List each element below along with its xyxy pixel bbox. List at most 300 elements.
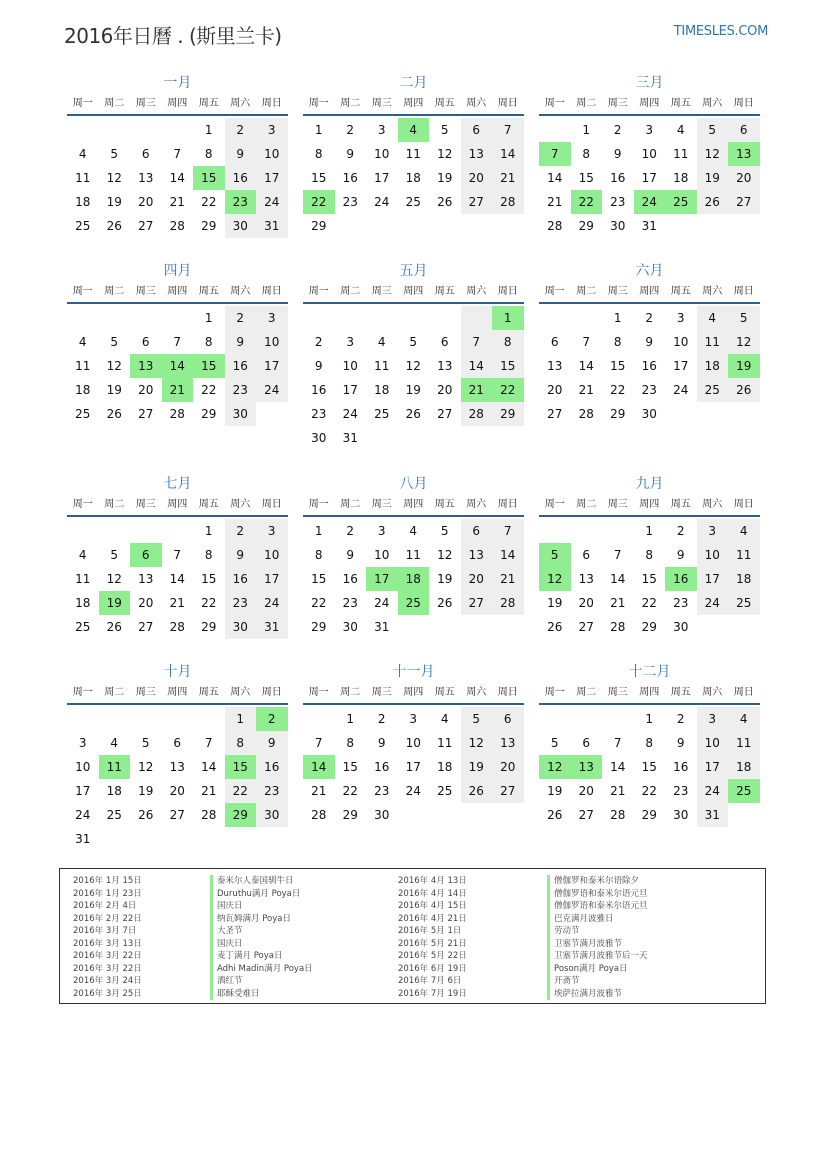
day-cell: 9 [377,736,386,750]
holiday-date: 2016年 5月 1日 [398,926,462,936]
day-cell: 11 [75,171,91,185]
empty-cell [99,306,131,330]
holiday-name: 耶稣受难日 [210,988,313,1001]
weekday-label: 周四 [403,499,424,510]
day-cell: 13 [461,142,493,166]
empty-cell [99,707,131,731]
day-cell: 3 [676,311,685,325]
day-cell: 9 [225,543,257,567]
holiday-name: Adhi Madin满月 Poya日 [210,963,313,976]
day-cell: 12 [106,359,122,373]
holiday-day-cell: 24 [634,190,666,214]
holiday-day-cell: 14 [162,354,194,378]
day-grid [539,306,760,426]
day-cell: 1 [225,707,257,731]
day-cell: 21 [492,567,524,591]
day-cell: 25 [75,407,91,421]
day-cell: 28 [492,591,524,615]
empty-cell [162,519,194,543]
empty-cell [602,707,634,731]
empty-cell [602,519,634,543]
weekday-header [303,683,524,705]
day-cell: 5 [697,118,729,142]
day-cell: 18 [75,596,91,610]
holiday-date: 2016年 4月 13日 [398,876,467,886]
day-cell: 26 [547,808,563,822]
day-cell: 15 [311,572,327,586]
weekday-label: 周三 [135,98,156,109]
day-cell: 3 [256,118,288,142]
day-cell: 20 [138,383,154,397]
day-cell: 28 [169,407,185,421]
day-cell: 8 [582,147,591,161]
weekday-label: 周一 [72,98,93,109]
day-cell: 4 [78,335,87,349]
weekday-label: 周日 [497,98,518,109]
day-cell: 14 [492,142,524,166]
day-cell: 29 [492,402,524,426]
day-cell: 28 [169,219,185,233]
day-cell: 15 [641,572,657,586]
holiday-day-cell: 15 [193,166,225,190]
weekday-label: 周四 [167,687,188,698]
holiday-day-cell: 15 [225,755,257,779]
weekday-label: 周二 [340,687,361,698]
holiday-day-cell: 22 [492,378,524,402]
day-cell: 31 [697,803,729,827]
empty-cell [162,306,194,330]
day-cell: 25 [106,808,122,822]
day-cell: 16 [610,171,626,185]
holiday-date: 2016年 3月 25日 [73,988,142,999]
day-cell: 27 [138,219,154,233]
day-cell: 29 [610,407,626,421]
month-5 [303,260,524,450]
day-cell: 22 [342,784,358,798]
day-cell: 13 [492,731,524,755]
month-name: 一月 [163,75,192,91]
day-cell: 24 [374,596,390,610]
day-cell: 24 [697,779,729,803]
weekday-label: 周三 [371,286,392,297]
day-grid [539,707,760,827]
day-cell: 24 [75,808,91,822]
day-cell: 23 [610,195,626,209]
day-cell: 25 [405,195,421,209]
weekday-label: 周六 [466,286,487,297]
day-cell: 8 [346,736,355,750]
brand-logo-text[interactable]: TIMESLES.COM [673,24,768,39]
day-cell: 20 [461,567,493,591]
holiday-name: 纳瓦姆满月 Poya日 [210,913,313,926]
day-cell: 5 [550,736,559,750]
holiday-day-cell: 23 [225,190,257,214]
holiday-day-cell: 19 [99,591,131,615]
day-cell: 21 [169,596,185,610]
weekday-label: 周六 [702,687,723,698]
day-cell: 2 [346,524,355,538]
day-cell: 14 [461,354,493,378]
day-cell: 12 [697,142,729,166]
day-cell: 19 [138,784,154,798]
day-cell: 11 [728,543,760,567]
month-1 [67,72,288,238]
day-cell: 16 [225,166,257,190]
holiday-name: 酒红节 [210,975,313,988]
empty-cell [303,306,335,330]
day-cell: 17 [256,567,288,591]
day-cell: 22 [225,779,257,803]
day-cell: 15 [342,760,358,774]
day-cell: 1 [204,311,213,325]
empty-cell [571,707,603,731]
empty-cell [539,707,571,731]
weekday-label: 周六 [466,687,487,698]
day-cell: 13 [461,543,493,567]
holiday-date: 2016年 3月 24日 [73,976,142,986]
holiday-day-cell: 25 [728,779,760,803]
holiday-day-cell: 5 [539,543,571,567]
day-cell: 19 [461,755,493,779]
day-cell: 10 [641,147,657,161]
weekday-label: 周六 [230,687,251,698]
empty-cell [130,306,162,330]
weekday-label: 周二 [340,286,361,297]
day-cell: 1 [346,712,355,726]
day-cell: 26 [728,378,760,402]
day-cell: 17 [697,755,729,779]
day-cell: 23 [374,784,390,798]
weekday-label: 周三 [135,286,156,297]
month-name: 七月 [163,476,192,492]
day-cell: 26 [106,407,122,421]
day-cell: 23 [673,784,689,798]
weekday-label: 周一 [308,286,329,297]
day-cell: 21 [492,166,524,190]
day-cell: 7 [582,335,591,349]
day-cell: 22 [201,195,217,209]
day-cell: 2 [645,311,654,325]
day-cell: 7 [461,330,493,354]
day-cell: 26 [405,407,421,421]
weekday-label: 周六 [466,98,487,109]
weekday-label: 周日 [733,286,754,297]
weekday-label: 周五 [198,286,219,297]
day-cell: 18 [75,195,91,209]
holiday-name: 僧伽罗语和泰米尔语元旦 [547,900,648,913]
day-cell: 4 [728,707,760,731]
holiday-date: 2016年 3月 22日 [73,963,142,974]
day-cell: 28 [169,620,185,634]
weekday-label: 周二 [104,286,125,297]
day-cell: 29 [201,219,217,233]
weekday-label: 周四 [167,98,188,109]
day-cell: 30 [342,620,358,634]
holiday-day-cell: 2 [256,707,288,731]
day-cell: 2 [346,123,355,137]
day-cell: 29 [641,808,657,822]
day-cell: 18 [106,784,122,798]
empty-cell [67,707,99,731]
weekday-label: 周三 [135,499,156,510]
day-cell: 6 [440,335,449,349]
day-cell: 13 [578,572,594,586]
day-cell: 1 [204,123,213,137]
holiday-dates-col-1 [73,875,142,1000]
day-cell: 4 [728,519,760,543]
day-cell: 12 [437,548,453,562]
day-cell: 7 [173,548,182,562]
holiday-name: 泰米尔人泰国驯牛日 [210,875,313,888]
weekday-label: 周四 [639,286,660,297]
day-cell: 4 [697,306,729,330]
weekday-label: 周四 [639,499,660,510]
day-cell: 25 [697,378,729,402]
day-cell: 16 [225,354,257,378]
day-cell: 18 [75,383,91,397]
holiday-dates-col-2 [398,875,467,1000]
day-cell: 16 [641,359,657,373]
day-cell: 23 [342,596,358,610]
day-cell: 13 [437,359,453,373]
day-cell: 29 [342,808,358,822]
empty-cell [539,118,571,142]
empty-cell [99,519,131,543]
day-cell: 10 [256,330,288,354]
day-cell: 14 [492,543,524,567]
day-cell: 14 [547,171,563,185]
weekday-label: 周二 [340,499,361,510]
holiday-names-col-2 [547,875,648,1000]
day-cell: 24 [374,195,390,209]
holiday-date: 2016年 6月 19日 [398,963,467,974]
day-cell: 27 [492,779,524,803]
day-cell: 4 [409,524,418,538]
weekday-label: 周一 [544,687,565,698]
holiday-day-cell: 15 [193,354,225,378]
empty-cell [366,306,398,330]
day-cell: 22 [201,596,217,610]
month-10 [67,661,288,851]
weekday-label: 周六 [466,499,487,510]
day-cell: 1 [645,524,654,538]
day-cell: 20 [492,755,524,779]
day-cell: 1 [314,524,323,538]
day-cell: 31 [374,620,390,634]
empty-cell [67,306,99,330]
day-cell: 2 [676,712,685,726]
holiday-date: 2016年 2月 22日 [73,913,142,924]
weekday-label: 周二 [576,98,597,109]
empty-cell [99,118,131,142]
day-cell: 6 [492,707,524,731]
day-cell: 19 [697,166,729,190]
day-cell: 8 [492,330,524,354]
day-cell: 31 [75,832,91,846]
day-cell: 14 [610,760,626,774]
weekday-label: 周五 [198,687,219,698]
day-cell: 12 [138,760,154,774]
day-cell: 12 [461,731,493,755]
day-cell: 3 [409,712,418,726]
month-name: 六月 [635,263,664,279]
day-cell: 19 [437,171,453,185]
day-grid [67,519,288,639]
day-cell: 28 [610,808,626,822]
day-cell: 30 [673,808,689,822]
holiday-day-cell: 13 [728,142,760,166]
day-cell: 20 [169,784,185,798]
day-cell: 22 [641,596,657,610]
day-cell: 27 [138,407,154,421]
month-4 [67,260,288,426]
holiday-day-cell: 14 [303,755,335,779]
weekday-header [539,282,760,304]
day-cell: 22 [641,784,657,798]
holiday-date: 2016年 2月 4日 [73,901,137,911]
weekday-label: 周六 [702,98,723,109]
day-cell: 22 [610,383,626,397]
day-cell: 20 [578,784,594,798]
day-cell: 17 [405,760,421,774]
holiday-day-cell: 6 [130,543,162,567]
day-cell: 22 [201,383,217,397]
weekday-label: 周日 [261,687,282,698]
day-cell: 11 [75,359,91,373]
day-cell: 12 [437,147,453,161]
holiday-name: 僧伽罗语和泰米尔语元旦 [547,888,648,901]
day-cell: 18 [437,760,453,774]
day-cell: 25 [374,407,390,421]
weekday-label: 周三 [607,687,628,698]
holiday-name: 劳动节 [547,925,648,938]
holiday-day-cell: 21 [162,378,194,402]
empty-cell [130,707,162,731]
month-11 [303,661,524,827]
month-name: 十二月 [628,664,671,680]
day-cell: 21 [578,383,594,397]
day-cell: 23 [641,383,657,397]
day-grid [67,707,288,851]
weekday-label: 周一 [72,687,93,698]
day-cell: 5 [110,335,119,349]
weekday-label: 周六 [702,499,723,510]
weekday-label: 周四 [167,286,188,297]
day-cell: 26 [138,808,154,822]
weekday-label: 周四 [639,98,660,109]
day-cell: 3 [697,707,729,731]
day-cell: 29 [641,620,657,634]
day-cell: 3 [346,335,355,349]
day-cell: 26 [106,620,122,634]
holiday-name: 开斋节 [547,975,648,988]
day-cell: 14 [169,572,185,586]
weekday-label: 周日 [261,286,282,297]
weekday-label: 周六 [230,499,251,510]
day-cell: 16 [673,760,689,774]
day-cell: 27 [138,620,154,634]
holiday-day-cell: 19 [728,354,760,378]
day-cell: 8 [613,335,622,349]
day-cell: 26 [547,620,563,634]
day-cell: 18 [405,171,421,185]
empty-cell [429,306,461,330]
day-grid [539,519,760,639]
day-cell: 4 [78,147,87,161]
page-title: 2016年日曆 . (斯里兰卡) [64,24,282,48]
weekday-label: 周五 [434,98,455,109]
day-cell: 3 [256,519,288,543]
day-cell: 30 [374,808,390,822]
day-cell: 16 [374,760,390,774]
day-cell: 2 [225,519,257,543]
day-cell: 26 [697,190,729,214]
holiday-date: 2016年 5月 21日 [398,938,467,949]
day-cell: 10 [405,736,421,750]
day-cell: 1 [314,123,323,137]
weekday-label: 周五 [434,286,455,297]
day-cell: 16 [311,383,327,397]
holiday-date: 2016年 1月 23日 [73,888,142,899]
day-cell: 23 [225,378,257,402]
weekday-label: 周三 [371,98,392,109]
day-cell: 10 [697,543,729,567]
day-cell: 9 [613,147,622,161]
day-cell: 19 [547,596,563,610]
weekday-label: 周一 [544,286,565,297]
month-3 [539,72,760,238]
day-cell: 8 [645,548,654,562]
empty-cell [130,118,162,142]
weekday-header [67,495,288,517]
weekday-label: 周四 [403,98,424,109]
weekday-label: 周一 [72,499,93,510]
day-cell: 26 [461,779,493,803]
weekday-label: 周一 [544,98,565,109]
day-cell: 24 [256,591,288,615]
weekday-header [539,683,760,705]
day-cell: 3 [78,736,87,750]
day-grid [303,118,524,238]
holiday-name: 卫塞节满月波雅节 [547,938,648,951]
holiday-day-cell: 22 [303,190,335,214]
day-cell: 10 [697,731,729,755]
weekday-label: 周二 [104,499,125,510]
day-cell: 4 [676,123,685,137]
day-cell: 26 [106,219,122,233]
day-cell: 6 [582,548,591,562]
holiday-day-cell: 13 [130,354,162,378]
day-cell: 31 [342,431,358,445]
weekday-label: 周六 [230,286,251,297]
month-7 [67,473,288,639]
weekday-header [539,495,760,517]
day-cell: 15 [578,171,594,185]
day-cell: 20 [138,195,154,209]
day-cell: 2 [613,123,622,137]
day-cell: 30 [610,219,626,233]
day-cell: 4 [110,736,119,750]
day-cell: 21 [547,195,563,209]
day-cell: 30 [225,214,257,238]
day-cell: 4 [377,335,386,349]
day-cell: 19 [547,784,563,798]
month-name: 三月 [635,75,664,91]
day-cell: 17 [697,567,729,591]
day-cell: 9 [225,330,257,354]
day-cell: 23 [342,195,358,209]
day-cell: 12 [728,330,760,354]
